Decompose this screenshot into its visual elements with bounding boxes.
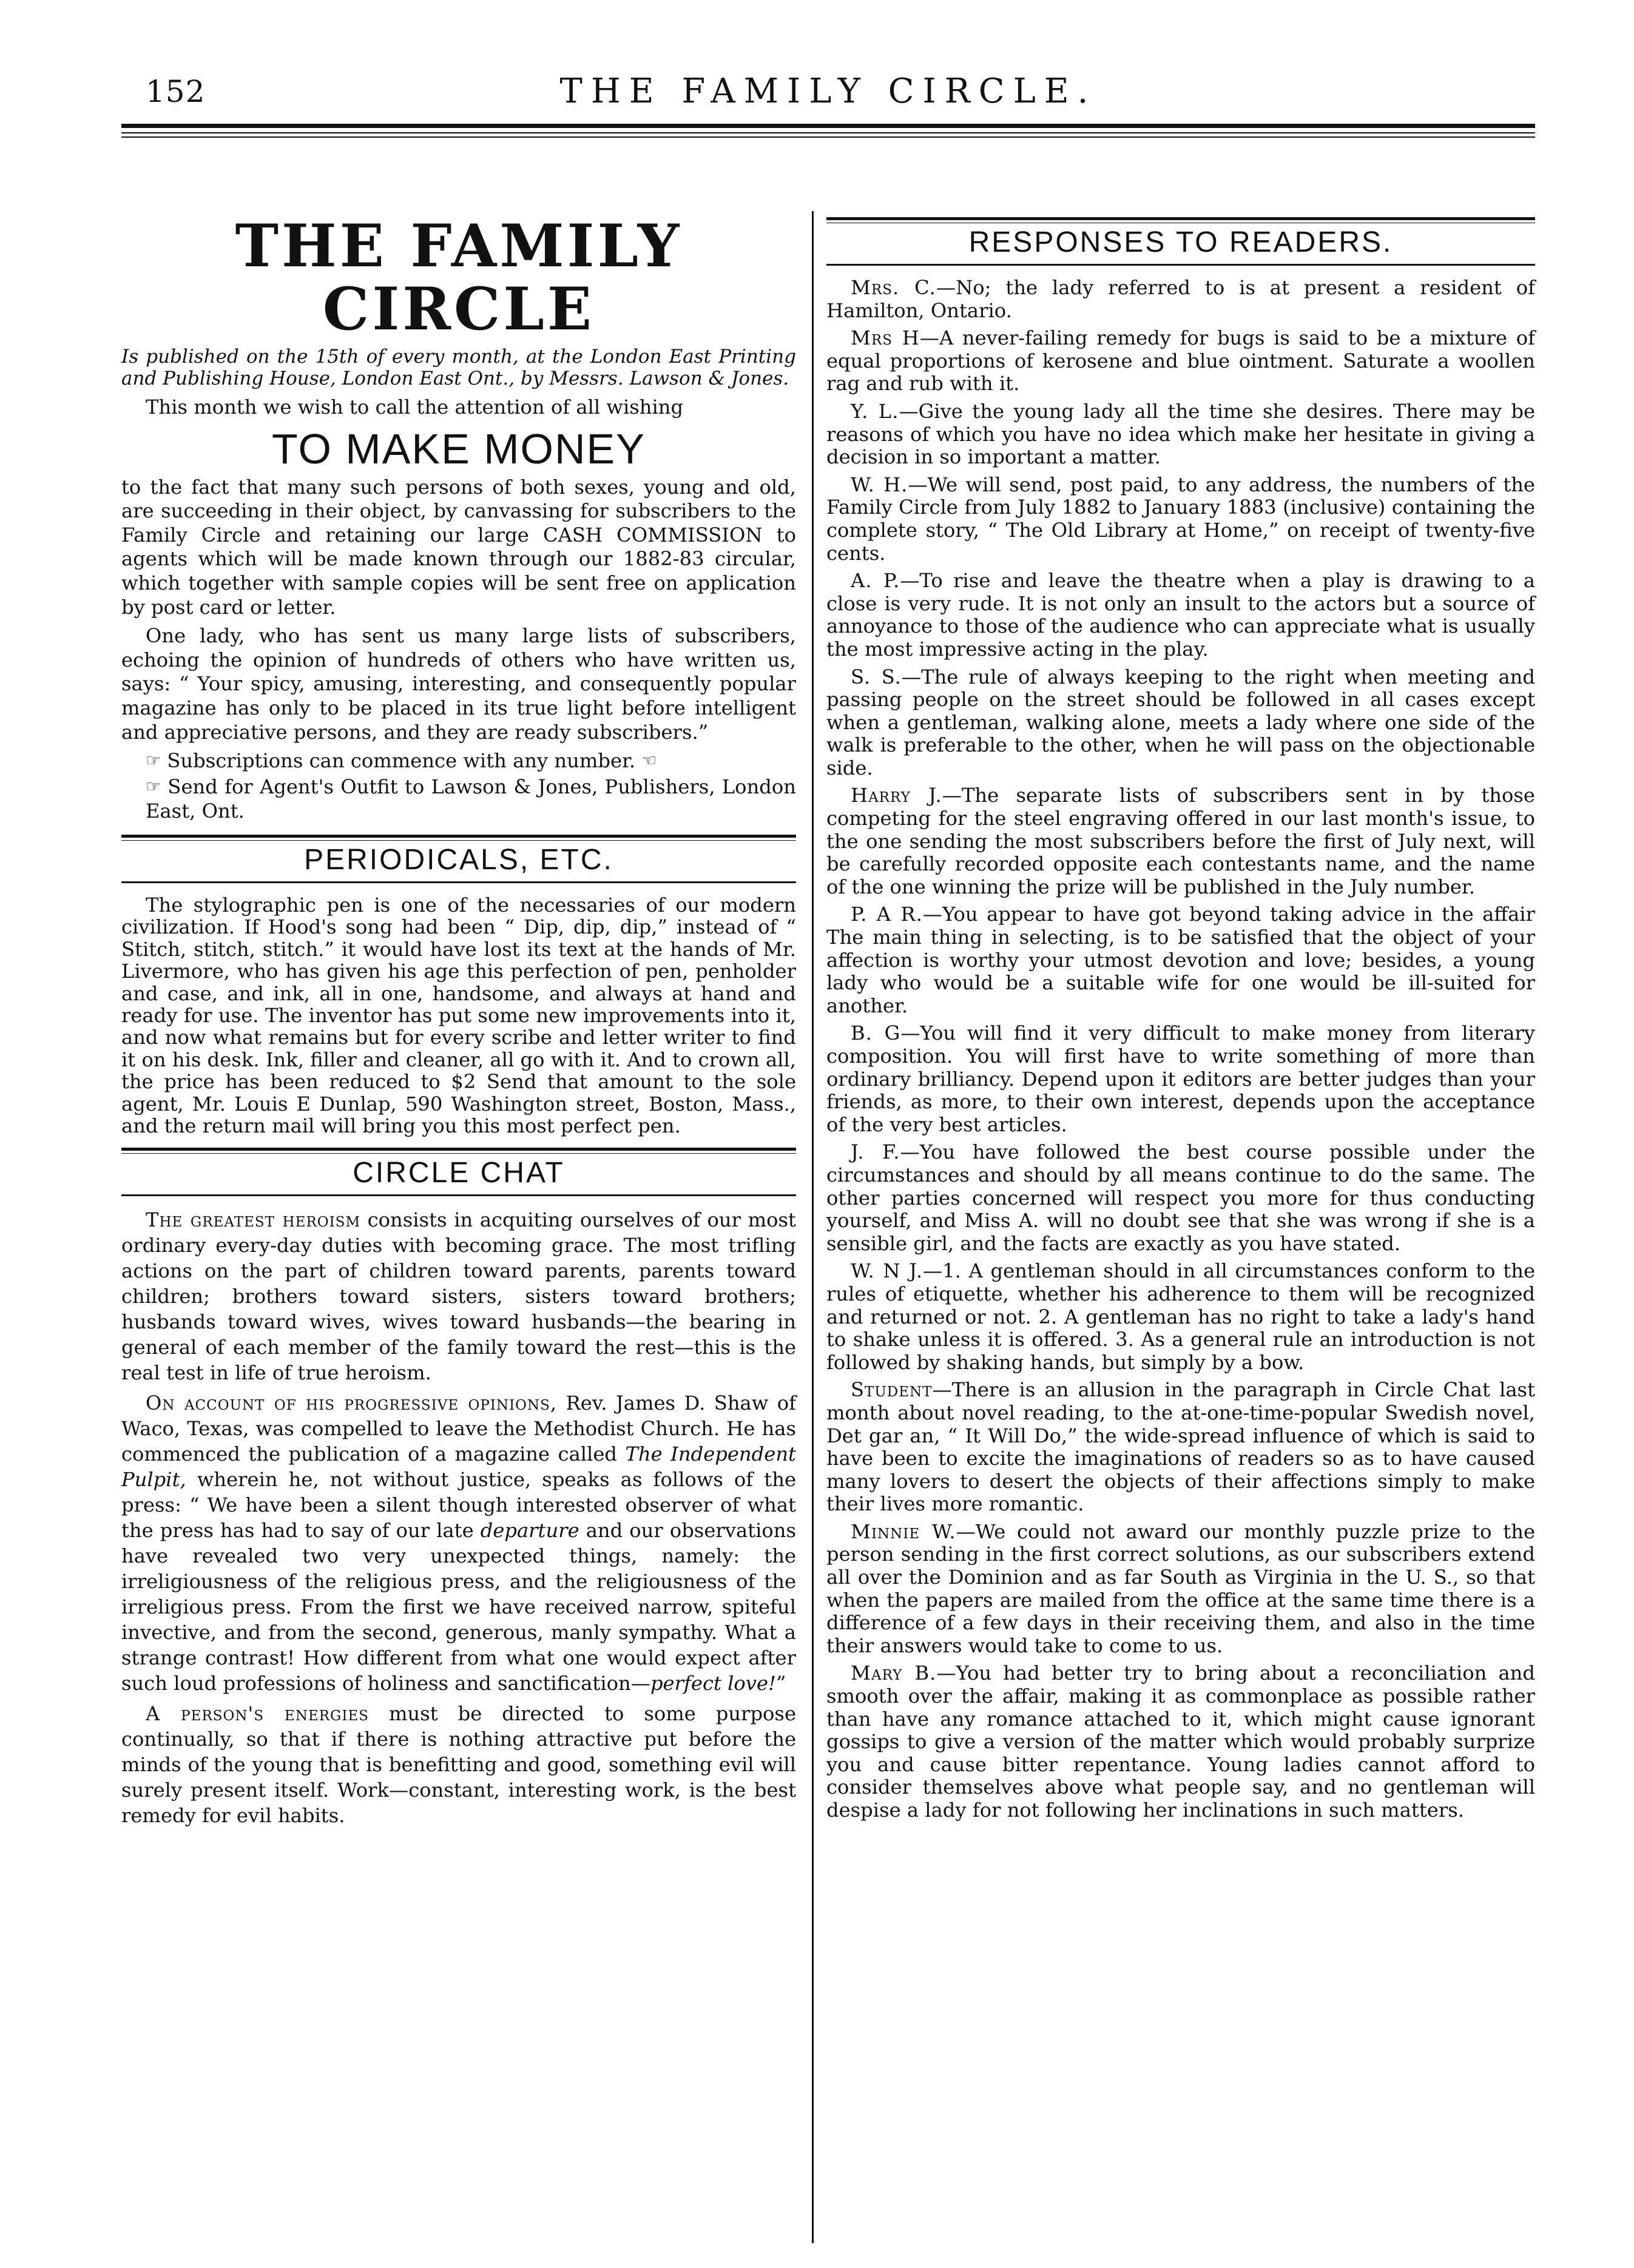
running-title: THE FAMILY CIRCLE. [559, 72, 1097, 111]
response-text: —You have followed the best course possible under the circumstances and should by all means continue to do the same. The other parties concerned will respect you more for thus conducting yourself, and Miss A. will no doubt see that she was wrong if she is a sensible girl, and the facts are exactly as you have stated. [826, 1140, 1535, 1255]
response-text: —A never-failing remedy for bugs is said to be a mixture of equal proportions of kerosene and blue ointment. Saturate a woollen rag and rub with it. [826, 326, 1536, 395]
column-divider [812, 211, 814, 2243]
pointing-hand-icon: ☞ [146, 750, 161, 771]
response-addressee: W. N J. [851, 1259, 923, 1283]
response-item [826, 666, 1535, 780]
response-addressee: P. A R. [851, 903, 923, 926]
response-text: —You appear to have got beyond taking advice in the affair The main thing in selecting, is to be satisfied that the object of your affection is worthy your utmost devotion and love; besides, a young lady who would be a suitable wife for one would be ill-suited for another. [826, 903, 1535, 1017]
magazine-title: The Independent Pulpit, [121, 1442, 796, 1492]
response-item [826, 1662, 1535, 1822]
section-heading-periodicals: PERIODICALS, ETC. [121, 835, 796, 883]
circle-chat-paragraph [121, 1390, 796, 1696]
masthead-imprint: Is published on the 15th of every month, at the London East Printing and Publishing House, London East Ont., by Messrs. Lawson & Jones. [121, 346, 796, 389]
masthead-title: THE FAMILY CIRCLE [235, 212, 683, 343]
response-item [826, 400, 1535, 469]
paragraph-text: must be directed to some purpose continually, so that if there is nothing attractive put before the minds of the young that is benefitting and good, something evil will surely present itself. Work—constant, interesting work, is the best remedy for evil habits. [121, 1702, 796, 1828]
response-item [826, 277, 1535, 322]
section-heading-circle-chat: CIRCLE CHAT [121, 1148, 796, 1196]
header-rule-thin-2 [121, 136, 1535, 138]
paragraph-text: and our observations have revealed two very unexpected things, namely: the irreligiousness of the religious press, and the religiousness of the irreligious press. From the first we have received narrow, spiteful invective, and from the second, generous, manly sympathy. What a strange contrast! How different from what one would expect after such loud professions of holiness and sanctification— [121, 1519, 796, 1695]
response-text: —To rise and leave the theatre when a play is drawing to a close is very rude. It is not only an insult to the actors but a source of annoyance to those of the audience who can appreciate what is usually the most impressive acting in the play. [826, 569, 1535, 661]
masthead-intro: This month we wish to call the attention of all wishing [146, 395, 684, 419]
lead-in: A person's energies [146, 1702, 370, 1726]
emphasis: departure [480, 1519, 579, 1543]
responses-list [826, 277, 1535, 1822]
response-item [826, 570, 1535, 661]
paragraph-text: wherein he, not without justice, speaks as follows of the press: “ We have been a silent though interested observer of what the press has had to say of our late [121, 1468, 796, 1543]
response-item [826, 784, 1535, 898]
response-addressee: Mrs H [851, 326, 920, 350]
agent-notice [121, 775, 796, 824]
response-text: —The separate lists of subscribers sent in by those competing for the steel engraving offered in our last month's issue, to the one sending the most subscribers before the first of July next, will be carefully recorded opposite each contestants name, and the name of the one winning the prize will be published in the July number. [826, 784, 1535, 898]
response-addressee: Y. L. [851, 399, 899, 423]
emphasis: perfect love! [650, 1672, 776, 1695]
circle-chat-paragraph [121, 1701, 796, 1828]
response-addressee: Harry J. [851, 784, 942, 807]
response-item [826, 1260, 1535, 1374]
response-addressee: Student [851, 1378, 933, 1402]
notice-text: Send for Agent's Outfit to Lawson & Jones, Publishers, London East, Ont. [146, 775, 797, 823]
circle-chat-paragraph [121, 1207, 796, 1385]
periodicals-paragraph: The stylographic pen is one of the necessaries of our modern civilization. If Hood's song had been “ Dip, dip, dip,” instead of “ Stitch, stitch, stitch.” it would have lost its text at the hands of Mr. Livermore, who has given his age this perfection of pen, penholder and case, and ink, all in one, handsome, and always at hand and ready for use. The inventor has put some new improvements into it, and now what remains but for every scribe and letter writer to find it on his desk. Ink, filler and cleaner, all go with it. And to crown all, the price has been reduced to $2 Send that amount to the sole agent, Mr. Louis E Dunlap, 590 Washington street, Boston, Mass., and the return mail will bring you this most perfect pen. [121, 893, 796, 1137]
masthead-paragraph: to the fact that many such persons of both sexes, young and old, are succeeding in their object, by canvassing for subscribers to the Family Circle and retaining our large CASH COMMISSION to agents which will be made known through our 1882-83 circular, which together with sample copies will be sent free on application by post card or letter. [121, 475, 796, 619]
notice-text: Subscriptions can commence with any number. [167, 749, 636, 773]
response-text: —We could not award our monthly puzzle prize to the person sending in the first correct solutions, as our subscribers extend all over the Dominion and as far South as Virginia in the U. S., so that when the papers are mailed from the office at the same time there is a difference of a few days in their receiving them, and also in the time their answers would take to come to us. [826, 1519, 1535, 1657]
left-column [121, 212, 797, 1833]
lead-in: On account of his progressive opinions, [146, 1391, 558, 1415]
paragraph-text: ” [775, 1672, 786, 1695]
response-text: —1. A gentleman should in all circumstances conform to the rules of etiquette, whether his adherence to them will be recognized and returned or not. 2. A gentleman has no right to take a lady's hand to shake unless it is offered. 3. As a general rule an introduction is not followed by shaking hands, but simply by a bow. [826, 1259, 1535, 1374]
running-header [121, 72, 1535, 119]
subscription-notice [121, 749, 796, 774]
response-item [826, 474, 1535, 565]
response-addressee: B. G [851, 1021, 901, 1045]
response-text: —Give the young lady all the time she desires. There may be reasons of which you have no idea which make her hesitate in giving a decision in so important a matter. [826, 399, 1535, 469]
response-item [826, 1379, 1535, 1516]
lead-in: The greatest heroism [146, 1208, 361, 1232]
paragraph-text: consists in acquiting ourselves of our most ordinary every-day duties with becoming grace. The most trifling actions on the part of children toward parents, parents toward children; brothers toward sisters, sisters toward brothers; husbands toward wives, wives toward husbands—the bearing in general of each member of the family toward the rest—this is the real test in life of true heroism. [121, 1208, 796, 1385]
pointing-hand-icon: ☞ [146, 776, 161, 796]
header-rule-thin [121, 132, 1535, 133]
response-text: —No; the lady referred to is at present a resident of Hamilton, Ontario. [826, 276, 1535, 322]
response-item [826, 903, 1535, 1017]
masthead-headline: TO MAKE MONEY [272, 425, 646, 473]
response-addressee: Minnie W. [851, 1519, 956, 1543]
response-text: —There is an allusion in the paragraph in Circle Chat last month about novel reading, to the at-one-time-popular Swedish novel, Det gar an, “ It Will Do,” the wide-spread influence of which is said to have been to excite the imaginations of readers so as to have caused many lovers to desert the objects of their affections simply to make their lives more romantic. [826, 1378, 1535, 1516]
pointing-hand-icon: ☜ [641, 750, 657, 771]
response-text: —The rule of always keeping to the right when meeting and passing people on the street should be followed in all cases except when a gentleman, walking alone, meets a lady where one side of the walk is preferable to the other, when he will pass on the objectionable side. [826, 665, 1536, 779]
response-addressee: W. H. [851, 473, 908, 496]
response-item [826, 327, 1535, 395]
response-addressee: A. P. [851, 569, 900, 593]
response-addressee: Mary B. [851, 1661, 937, 1685]
header-rule [121, 124, 1535, 128]
paragraph-text: Rev. James D. Shaw of Waco, Texas, was compelled to leave the Methodist Church. He has commenced the publication of a magazine called [121, 1391, 797, 1466]
response-item [826, 1521, 1535, 1658]
response-text: —We will send, post paid, to any address, the numbers of the Family Circle from July 1882 to January 1883 (inclusive) containing the complete story, “ The Old Library at Home,” on receipt of twenty-five cents. [826, 473, 1535, 565]
right-column [826, 215, 1535, 1827]
page-number: 152 [146, 74, 206, 109]
response-addressee: Mrs. C. [851, 276, 936, 299]
masthead-paragraph: One lady, who has sent us many large lists of subscribers, echoing the opinion of hundreds of others who have written us, says: “ Your spicy, amusing, interesting, and consequently popular magazine has only to be placed in its true light before intelligent and appreciative persons, and they are ready subscribers.” [121, 624, 796, 744]
response-addressee: S. S. [851, 665, 902, 688]
page [121, 72, 1536, 1828]
response-item [826, 1022, 1535, 1136]
response-text: —You will find it very difficult to make money from literary composition. You will first have to write something of more than ordinary brilliancy. Depend upon it editors are better judges than your friends, as more, to their own interest, depends upon the acceptance of the very best articles. [826, 1021, 1535, 1136]
response-text: —You had better try to bring about a reconciliation and smooth over the affair, making it as commonplace as possible rather than have any romance attached to it, which might cause ignorant gossips to give a version of the matter which would probably surprize you and cause bitter repentance. Young ladies cannot afford to consider themselves above what people say, and no gentleman will despise a lady for not following her inclinations in such matters. [826, 1661, 1535, 1822]
response-addressee: J. F. [851, 1140, 900, 1164]
section-heading-responses: RESPONSES TO READERS. [826, 217, 1535, 266]
response-item [826, 1141, 1535, 1255]
